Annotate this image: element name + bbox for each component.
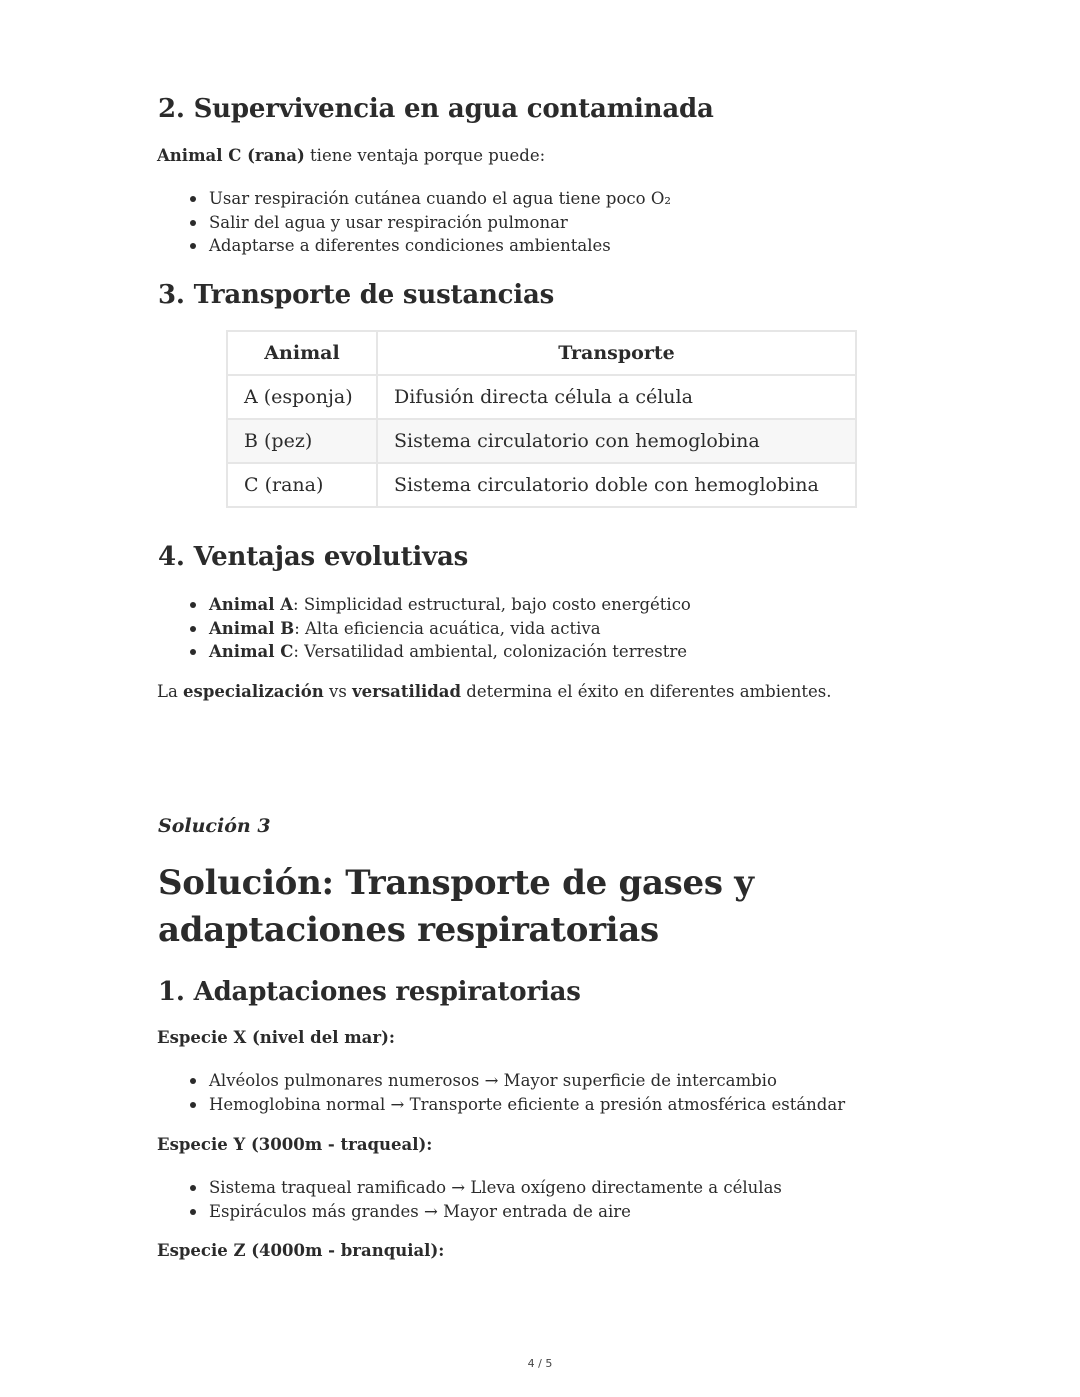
list-item xyxy=(157,617,897,641)
list-item-text: : Versatilidad ambiental, colonización terrestre xyxy=(293,642,687,661)
intro-text: tiene ventaja porque puede: xyxy=(304,146,546,165)
list-item: Alvéolos pulmonares numerosos → Mayor superficie de intercambio xyxy=(157,1069,897,1093)
transport-table xyxy=(226,330,857,508)
solution-title-line1: Solución: Transporte de gases y xyxy=(158,863,754,903)
list-item-text: : Simplicidad estructural, bajo costo energético xyxy=(293,595,691,614)
page-number: 4 / 5 xyxy=(527,1357,553,1370)
conclusion-bold: especialización xyxy=(183,682,324,701)
intro-paragraph xyxy=(157,146,897,165)
especie-y-list xyxy=(157,1176,897,1223)
conclusion-paragraph xyxy=(157,682,897,701)
list-item: Usar respiración cutánea cuando el agua tiene poco O₂ xyxy=(157,187,897,211)
list-item: Hemoglobina normal → Transporte eficiente a presión atmosférica estándar xyxy=(157,1093,897,1117)
list-item xyxy=(157,640,897,664)
list-item: Espiráculos más grandes → Mayor entrada de aire xyxy=(157,1200,897,1224)
conclusion-text: determina el éxito en diferentes ambientes. xyxy=(461,682,832,701)
especie-x-list xyxy=(157,1069,897,1116)
list-item-bold: Animal B xyxy=(209,618,295,638)
section-heading-ventajas: 4. Ventajas evolutivas xyxy=(158,542,469,572)
table-cell: C (rana) xyxy=(227,463,377,507)
section-heading-adaptaciones: 1. Adaptaciones respiratorias xyxy=(158,977,581,1007)
table-row xyxy=(227,463,856,507)
table-cell: Sistema circulatorio doble con hemoglobina xyxy=(377,463,856,507)
list-item xyxy=(157,593,897,617)
solution-title xyxy=(158,860,898,954)
list-item-bold: Animal A xyxy=(209,595,294,614)
table-cell: Sistema circulatorio con hemoglobina xyxy=(377,419,856,463)
ventajas-list xyxy=(157,593,897,664)
table-header-animal: Animal xyxy=(227,331,377,375)
solution-title-line2: adaptaciones respiratorias xyxy=(158,910,659,950)
table-row xyxy=(227,375,856,419)
conclusion-text: La xyxy=(157,682,184,701)
list-item: Sistema traqueal ramificado → Lleva oxígeno directamente a células xyxy=(157,1176,897,1200)
conclusion-text: vs xyxy=(323,682,353,701)
list-item-text: : Alta eficiencia acuática, vida activa xyxy=(294,618,601,638)
especie-x-label xyxy=(157,1028,395,1047)
table-cell: Difusión directa célula a célula xyxy=(377,375,856,419)
section-heading-supervivencia: 2. Supervivencia en agua contaminada xyxy=(158,94,714,124)
section-heading-transporte: 3. Transporte de sustancias xyxy=(158,280,555,310)
table-cell: A (esponja) xyxy=(227,375,377,419)
list-item: Salir del agua y usar respiración pulmonar xyxy=(157,211,897,235)
especie-y-label-text: Especie Y (3000m - traqueal): xyxy=(157,1135,433,1154)
intro-bold: Animal C (rana) xyxy=(157,146,305,165)
table-header-row xyxy=(227,331,856,375)
table-cell: B (pez) xyxy=(227,419,377,463)
solution-label: Solución 3 xyxy=(158,815,271,837)
conclusion-bold: versatilidad xyxy=(352,682,462,701)
especie-z-label xyxy=(157,1241,444,1260)
list-item-bold: Animal C xyxy=(209,642,294,661)
table-row xyxy=(227,419,856,463)
especie-z-label-text: Especie Z (4000m - branquial): xyxy=(157,1241,445,1260)
list-item: Adaptarse a diferentes condiciones ambientales xyxy=(157,234,897,258)
especie-x-label-text: Especie X (nivel del mar): xyxy=(157,1028,395,1047)
table-header-transporte: Transporte xyxy=(377,331,856,375)
supervivencia-list xyxy=(157,187,897,258)
especie-y-label xyxy=(157,1135,432,1154)
